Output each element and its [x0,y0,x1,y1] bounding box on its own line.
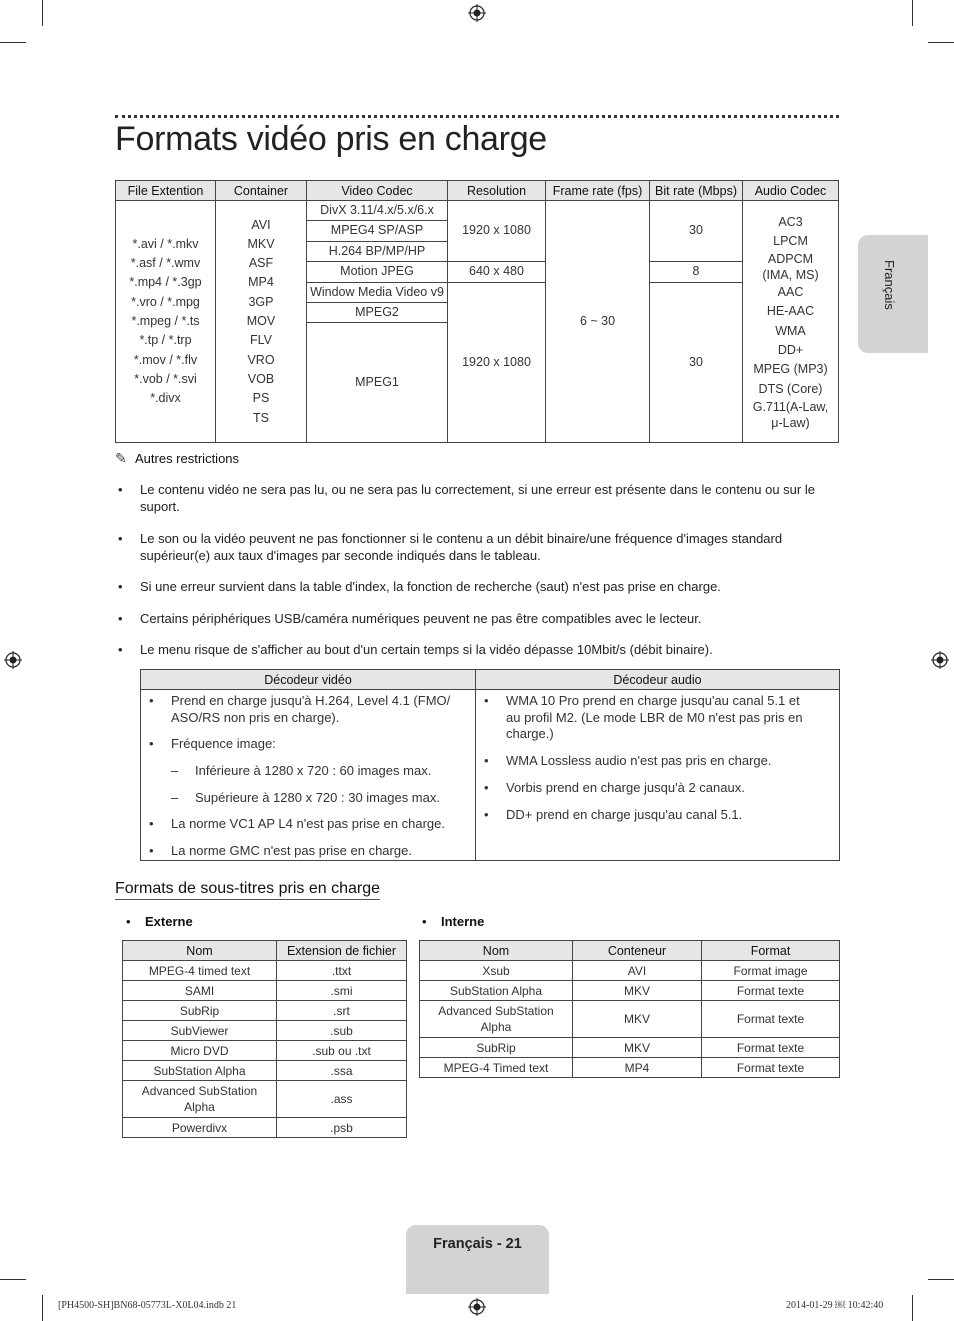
header-conteneur: Conteneur [573,941,702,961]
table-cell: Micro DVD [123,1041,277,1061]
table-cell: MKV [573,1001,702,1038]
table-row [123,1001,407,1021]
note-label: Autres restrictions [135,451,240,466]
table-row [123,1021,407,1041]
table-cell: .ssa [277,1061,407,1081]
table-cell: Powerdivx [123,1118,277,1138]
page-number: Français - 21 [433,1236,522,1252]
table-cell: MPEG-4 timed text [123,961,277,981]
registration-mark-icon [468,1298,486,1316]
note-heading [115,450,239,467]
registration-mark-icon [4,651,22,669]
table-row [123,1081,407,1118]
table-row [420,981,840,1001]
video-formats-table [115,180,839,443]
title-rule [115,115,839,118]
codec-cell: H.264 BP/MP/HP [307,241,448,261]
side-tab-label: Français [882,260,897,310]
page-title: Formats vidéo pris en charge [115,120,547,158]
bit-rate-cell: 8 [650,262,743,282]
header-bit-rate: Bit rate (Mbps) [650,181,743,201]
table-cell: .ttxt [277,961,407,981]
header-nom: Nom [123,941,277,961]
table-row [123,1041,407,1061]
table-cell: .ass [277,1081,407,1118]
table-cell: SubRip [123,1001,277,1021]
table-cell: .sub [277,1021,407,1041]
table-row [123,1118,407,1138]
table-row [420,1001,840,1038]
table-row [420,1038,840,1058]
external-label: • Externe [126,914,193,929]
table-cell: .sub ou .txt [277,1041,407,1061]
table-row [123,1061,407,1081]
audio-decoder-cell: • WMA 10 Pro prend en charge jusqu'au canal 5.1 et au profil M2. (Le mode LBR de M0 n'est pas pris en charge.) • WMA Lossless audio n'est pas pris en charge. • Vorbis prend en charge jusqu'à 2 canaux. • DD+ prend en charge jusqu'au canal 5.1. [476,690,840,861]
table-row [420,1058,840,1078]
table-cell: Format texte [702,1038,840,1058]
header-extension: Extension de fichier [277,941,407,961]
table-cell: .srt [277,1001,407,1021]
table-cell: MPEG-4 Timed text [420,1058,573,1078]
codec-cell: MPEG2 [307,303,448,323]
table-header-row [116,181,839,201]
table-cell: MKV [573,1038,702,1058]
table-row [123,981,407,1001]
table-cell: SubViewer [123,1021,277,1041]
internal-label: • Interne [422,914,485,929]
table-cell: Advanced SubStation Alpha [420,1001,573,1038]
header-video-decoder: Décodeur vidéo [141,670,476,690]
resolution-cell: 1920 x 1080 [448,201,546,262]
frame-rate-cell: 6 ~ 30 [546,201,650,443]
codec-cell: Window Media Video v9 [307,282,448,302]
table-cell: SubRip [420,1038,573,1058]
table-cell: Format texte [702,981,840,1001]
registration-mark-icon [931,651,949,669]
decoder-table [140,669,840,861]
table-row [420,961,840,981]
codec-cell: MPEG1 [307,323,448,443]
codec-cell: Motion JPEG [307,262,448,282]
header-file-extension: File Extention [116,181,216,201]
containers-cell: AVI MKV ASF MP4 3GP MOV FLV VRO VOB PS TS [216,201,307,443]
video-decoder-cell: • Prend en charge jusqu'à H.264, Level 4.1 (FMO/ ASO/RS non pris en charge). • Fréquence image: – Inférieure à 1280 x 720 : 60 images max. – Supérieure à 1280 x 720 : 30 images max. • La norme VC1 AP L4 n'est pas prise en charge. • La norme GMC n'est pas prise en charge. [141,690,476,861]
registration-mark-icon [468,4,486,22]
external-subtitles-table [122,940,407,1138]
extensions-cell: *.avi / *.mkv *.asf / *.wmv *.mp4 / *.3gp *.vro / *.mpg *.mpeg / *.ts *.tp / *.trp *.mov / *.flv *.vob / *.svi *.divx [116,201,216,443]
codec-cell: DivX 3.11/4.x/5.x/6.x [307,201,448,221]
table-cell: Format texte [702,1001,840,1038]
header-frame-rate: Frame rate (fps) [546,181,650,201]
header-format: Format [702,941,840,961]
bit-rate-cell: 30 [650,282,743,443]
table-cell: AVI [573,961,702,981]
header-container: Container [216,181,307,201]
resolution-cell: 640 x 480 [448,262,546,282]
table-cell: SubStation Alpha [123,1061,277,1081]
table-row [123,961,407,981]
table-cell: MKV [573,981,702,1001]
table-cell: SAMI [123,981,277,1001]
table-cell: .smi [277,981,407,1001]
bit-rate-cell: 30 [650,201,743,262]
header-audio-codec: Audio Codec [743,181,839,201]
audio-codecs-cell: AC3 LPCM ADPCM (IMA, MS) AAC HE-AAC WMA DD+ MPEG (MP3) DTS (Core) G.711(A-Law, μ-Law) [743,201,839,443]
page-number-tab [406,1225,549,1294]
resolution-cell: 1920 x 1080 [448,282,546,443]
table-cell: Format image [702,961,840,981]
header-video-codec: Video Codec [307,181,448,201]
language-side-tab [858,235,928,353]
subtitles-heading: Formats de sous-titres pris en charge [115,880,380,900]
header-resolution: Resolution [448,181,546,201]
footer-file-info: [PH4500-SH]BN68-05773L-X0L04.indb 21 [58,1300,237,1311]
table-cell: .psb [277,1118,407,1138]
footer-timestamp: 2014-01-29 ￼ 10:42:40 [786,1300,884,1311]
table-cell: Xsub [420,961,573,981]
codec-cell: MPEG4 SP/ASP [307,221,448,241]
header-nom: Nom [420,941,573,961]
header-audio-decoder: Décodeur audio [476,670,840,690]
internal-subtitles-table [419,940,840,1078]
table-cell: Format texte [702,1058,840,1078]
table-cell: Advanced SubStation Alpha [123,1081,277,1118]
pencil-note-icon: ✎ [115,450,127,466]
table-cell: MP4 [573,1058,702,1078]
table-cell: SubStation Alpha [420,981,573,1001]
